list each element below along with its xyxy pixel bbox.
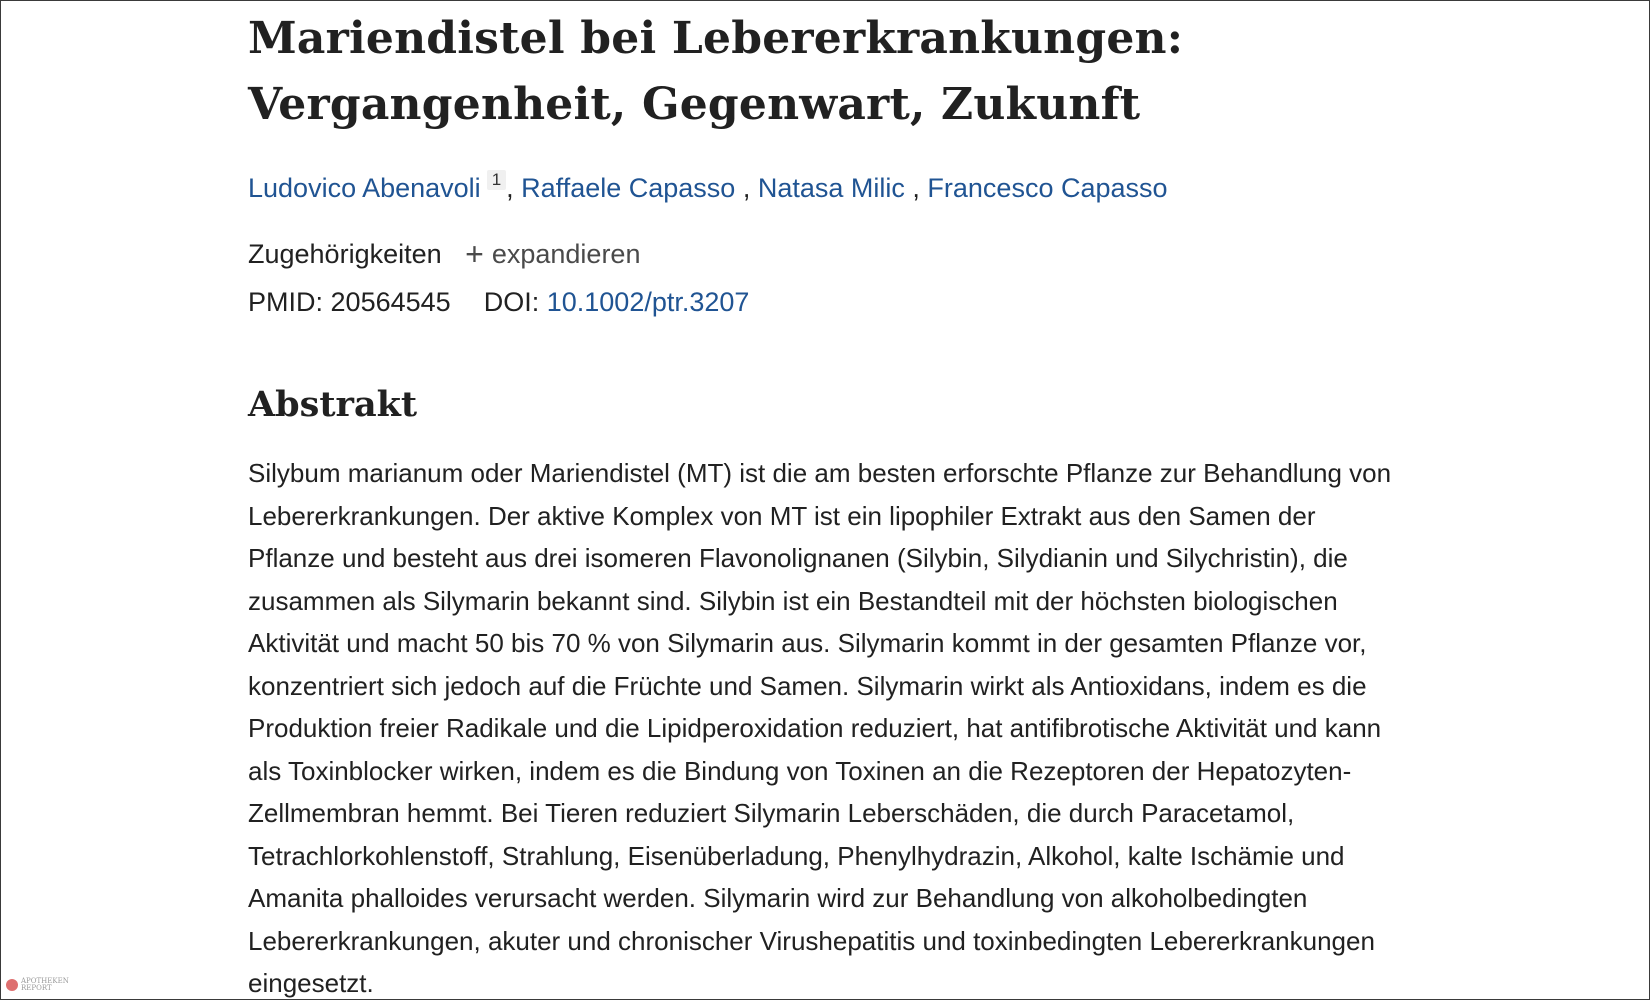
affiliations-label: Zugehörigkeiten xyxy=(248,239,442,269)
abstract-heading: Abstrakt xyxy=(248,384,418,425)
doi-label: DOI: xyxy=(483,287,540,317)
author-link-milic[interactable]: Natasa Milic xyxy=(757,173,905,203)
author-link-abenavoli[interactable]: Ludovico Abenavoli xyxy=(248,173,481,203)
watermark-line1: APOTHEKEN xyxy=(21,977,69,985)
pmid-label: PMID: xyxy=(248,287,324,317)
author-list: Ludovico Abenavoli 1 , Raffaele Capasso , Natasa Milic , Francesco Capasso xyxy=(248,170,1168,203)
affiliation-number[interactable]: 1 xyxy=(487,170,506,190)
pmid-value: 20564545 xyxy=(330,287,451,317)
affiliations-row xyxy=(248,234,640,274)
identifiers-row xyxy=(248,282,749,322)
expand-affiliations-button[interactable] xyxy=(465,236,641,272)
abstract-text: Silybum marianum oder Mariendistel (MT) ist die am besten erforschte Pflanze zur Behandlung von Lebererkrankungen. Der aktive Komplex von MT ist ein lipophiler Extrakt aus den Samen der Pflanze und besteht aus drei isomeren Flavonolignanen (Silybin, Silydianin und Silychristin), die zusammen als Silymarin bekannt sind. Silybin ist ein Bestandteil mit der höchsten biologischen Aktivität und macht 50 bis 70 % von Silymarin aus. Silymarin kommt in der gesamten Pflanze vor, konzentriert sich jedoch auf die Früchte und Samen. Silymarin wirkt als Antioxidans, indem es die Produktion freier Radikale und die Lipidperoxidation reduziert, hat antifibrotische Aktivität und kann als Toxinblocker wirken, indem es die Bindung von Toxinen an die Rezeptoren der Hepatozyten- Zellmembran hemmt. Bei Tieren reduziert Silymarin Leberschäden, die durch Paracetamol, Tetrachlorkohlenstoff, Strahlung, Eisenüberladung, Phenylhydrazin, Alkohol, kalte Ischämie und Amanita phalloides verursacht werden. Silymarin wird zur Behandlung von alkoholbedingten Lebererkrankungen, akuter und chronischer Virushepatitis und toxinbedingten Lebererkrankungen eingesetzt. xyxy=(248,458,1392,998)
doi-link[interactable]: 10.1002/ptr.3207 xyxy=(546,287,750,317)
author-link-francesco-capasso[interactable]: Francesco Capasso xyxy=(927,173,1168,203)
article-title: Mariendistel bei Lebererkrankungen: Vergangenheit, Gegenwart, Zukunft xyxy=(248,13,1184,130)
expand-label: expandieren xyxy=(491,239,641,269)
watermark-line2: REPORT xyxy=(21,984,52,992)
watermark-logo xyxy=(6,978,69,992)
plus-icon: + xyxy=(465,236,484,272)
author-link-raffaele-capasso[interactable]: Raffaele Capasso xyxy=(521,173,736,203)
watermark-logo-icon xyxy=(6,979,18,991)
